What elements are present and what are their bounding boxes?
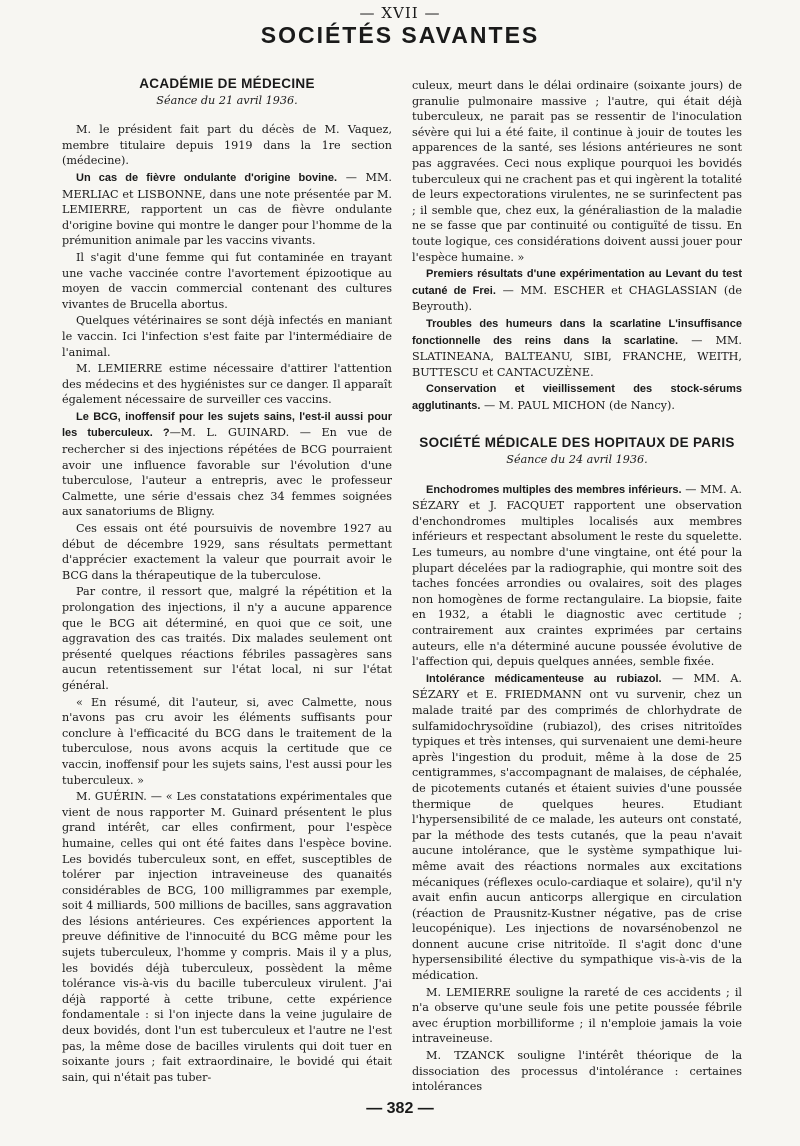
paragraph-lead: Le BCG, inoffensif pour les sujets sains, l'est-il aussi pour les tuberculeux. ? bbox=[62, 410, 392, 440]
paragraph: M. le président fait part du décès de M. Vaquez, membre titulaire depuis 1919 dans la 1re section (médecine). bbox=[62, 123, 392, 168]
paragraph-body: — MM. MERLIAC et LISBONNE, dans une note présentée par M. LEMIERRE, rapportent un cas de fièvre ondulante d'origine bovine qui montre le danger pour l'homme de la prémunition animale par les vaccins vivants. bbox=[62, 170, 392, 248]
page-title: SOCIÉTÉS SAVANTES bbox=[260, 22, 540, 48]
paragraph bbox=[412, 266, 742, 315]
paragraph: M. GUÉRIN. — « Les constatations expérimentales que vient de nous rapporter M. Guinard présentent le plus grand intérêt, car elles confirment, pour l'espèce humaine, celles qui ont été faites dans l'espèce bovine. Les bovidés tuberculeux sont, en effet, susceptibles de tolérer par injection intraveineuse des quanaités considérables de BCG, 100 milligrammes par exemple, soit 4 milliards, 500 millions de bacilles, sans aggravation des lésions antérieures. Ces expériences apportent la preuve définitive de l'innocuité du BCG même pour les sujets tuberculeux, l'homme y compris. Mais il y a plus, les bovidés déjà tuberculeux, possèdent la même tolérance vis-à-vis du bacille tuberculeux virulent. J'ai déjà rapporté à cette tribune, cette expérience fondamentale : si l'on injecte dans la veine jugulaire de deux bovidés, dont l'un est tuberculeux et l'autre ne l'est pas, la même dose de bacilles virulents qui doit tuer en soixante jours ; fait extraordinaire, le bovidé qui était sain, qui n'était pas tuber- bbox=[62, 790, 392, 1084]
section-date-hopitaux: Séance du 24 avril 1936. bbox=[506, 453, 648, 467]
section-title-academie: ACADÉMIE DE MÉDECINE bbox=[139, 76, 315, 91]
paragraph-lead: Enchodromes multiples des membres inférieurs. bbox=[426, 483, 682, 496]
paragraph bbox=[62, 170, 392, 249]
paragraph-lead: Intolérance médicamenteuse au rubiazol. bbox=[426, 672, 662, 685]
paragraph: M. LEMIERRE souligne la rareté de ces accidents ; il n'a observe qu'une seule fois une petite poussée fébrile avec éruption morbilliforme ; il n'emploie jamais la voie intraveineuse. bbox=[412, 985, 742, 1046]
left-column bbox=[62, 76, 392, 1086]
paragraph-body: —M. L. GUINARD. — En vue de rechercher si des injections répétées de BCG pourraient avoir une influence favorable sur l'évolution d'une tuberculose, l'auteur a entrepris, avec le professeur Calmette, une série d'essais chez 34 femmes soignées aux sanatoriums de Bligny. bbox=[62, 426, 392, 519]
paragraph: M. LEMIERRE estime nécessaire d'attirer l'attention des médecins et des hygiénistes sur ce danger. Il apparaît également nécessaire de surveiller ces vaccins. bbox=[62, 362, 392, 407]
paragraph: « En résumé, dit l'auteur, si, avec Calmette, nous n'avons pas cru avoir les éléments suffisants pour conclure à l'efficacité du BCG dans le traitement de la tuberculose, nous avons acquis la certitude que ce vaccin, inoffensif pour les sujets sains, l'est aussi pour les tuberculeux. » bbox=[62, 695, 392, 787]
section-title-hopitaux: SOCIÉTÉ MÉDICALE DES HOPITAUX DE PARIS bbox=[419, 435, 735, 451]
paragraph-body: — MM. ESCHER et CHAGLASSIAN (de Beyrouth). bbox=[412, 283, 742, 314]
paragraph: culeux, meurt dans le délai ordinaire (soixante jours) de granulie pulmonaire massive ; l'autre, qui était déjà tuberculeux, ne parait pas se ressentir de l'inoculation sévère qui lui a été faite, il continue à jouir de toutes les apparences de la santé, ses lésions antérieures ne sont pas aggravées. Ceci nous explique pourquoi les bovidés tuberculeux qui ne crachent pas et qui ingèrent la totalité de leurs expectorations virulentes, ne se surinfectent pas ; il semble que, chez eux, la généraliastion de la maladie ne se fasse que par continuité ou contiguïté de tissu. En toute logique, ces considérations doivent aussi jouer pour l'espèce humaine. » bbox=[412, 79, 742, 264]
paragraph: Il s'agit d'une femme qui fut contaminée en trayant une vache vaccinée contre l'avortement épizootique au moyen de vaccin commercial contenant des cultures vivantes de Brucella abortus. bbox=[62, 250, 392, 311]
paragraph: M. TZANCK souligne l'intérêt théorique de la dissociation des processus d'intolérance : certaines intolérances bbox=[412, 1049, 742, 1094]
paragraph-lead: Troubles des humeurs dans la scarlatine L'insuffisance fonctionnelle des reins dans la scarlatine. bbox=[412, 317, 742, 347]
paragraph bbox=[62, 409, 392, 520]
paragraph bbox=[412, 671, 742, 984]
paragraph-lead: Conservation et vieillissement des stock-sérums agglutinants. bbox=[412, 383, 742, 412]
paragraph: Quelques vétérinaires se sont déjà infectés en maniant le vaccin. Ici l'infection s'est faite par l'intermédiaire de l'animal. bbox=[62, 314, 392, 359]
paragraph-body: — MM. A. SÉZARY et J. FACQUET rapportent une observation d'enchondromes multiples localisés aux membres inférieurs et respectant absolument le reste du squelette. Les tumeurs, au nombre d'une vingtaine, ont été pour la plupart décelées par la radiographie, qui montre soit des taches foncées arrondies ou ovalaires, soit des plages non homogènes de forme rectangulaire. La biopsie, faite en 1932, a établi le diagnostic avec certitude ; contrairement aux craintes exprimées par certains auteurs, elle n'a déterminé aucune poussée évolutive de l'affection qui, depuis quelques années, semble fixée. bbox=[412, 482, 742, 669]
paragraph bbox=[412, 316, 742, 380]
paragraph-lead: Un cas de fièvre ondulante d'origine bovine. bbox=[76, 171, 338, 184]
paragraph-lead: Premiers résultats d'une expérimentation au Levant du test cutané de Frei. bbox=[412, 268, 742, 297]
paragraph: Ces essais ont été poursuivis de novembre 1927 au début de décembre 1929, sans résultats permettant d'apprécier exactement la valeur que pourrait avoir le BCG dans la thérapeutique de la tuberculose. bbox=[62, 522, 392, 582]
running-header-roman: — XVII — bbox=[359, 4, 441, 22]
paragraph bbox=[412, 482, 742, 670]
paragraph-body: — M. PAUL MICHON (de Nancy). bbox=[480, 398, 675, 412]
section-gap bbox=[412, 415, 742, 435]
paragraph bbox=[412, 381, 742, 414]
page-number: — 382 — bbox=[366, 1100, 434, 1117]
section-date-academie: Séance du 21 avril 1936. bbox=[156, 93, 298, 107]
right-column bbox=[412, 78, 742, 1096]
paragraph-body: — MM. SLATINEANA, BALTEANU, SIBI, FRANCHE, WEITH, BUTTESCU et CANTACUZÈNE. bbox=[412, 333, 742, 379]
paragraph-body: — MM. A. SÉZARY et E. FRIEDMANN ont vu survenir, chez un malade traité par des comprimés de chlorhydrate de sulfamidochrysoïdine (rubiazol), des crises nitritoïdes typiques et très intenses, qui survenaient une demi-heure après l'ingestion du produit, même à la dose de 25 centigrammes, s'accompagnant de malaises, de céphalée, de picotements cutanés et étaient suivies d'une poussée thermique de quelques heures. Etudiant l'hypersensibilité de ce malade, les auteurs ont constaté, par la méthode des tests cutanés, que la peau n'avait aucune intolérance, que le système sympathique lui-même avait des réactions normales aux excitations mécaniques (réflexes oculo-cardiaque et solaire), qu'il n'y avait enfin aucun anticorps allergique en circulation (réaction de Prausnitz-Kustner négative, pas de crise leucopénique). Les injections de novarsénobenzol ne donnent aucune crise nitritoïde. Il s'agit donc d'une hypersensibilité élective du sympathique vis-à-vis de la médication. bbox=[412, 671, 742, 983]
paragraph: Par contre, il ressort que, malgré la répétition et la prolongation des injections, il n'y a aucune apparence que le BCG ait déterminé, en quoi que ce soit, une aggravation des cas traités. Dix malades seulement ont présenté quelques réactions fébriles passagères sans aucun retentissement sur l'état local, ni sur l'état général. bbox=[62, 585, 392, 692]
